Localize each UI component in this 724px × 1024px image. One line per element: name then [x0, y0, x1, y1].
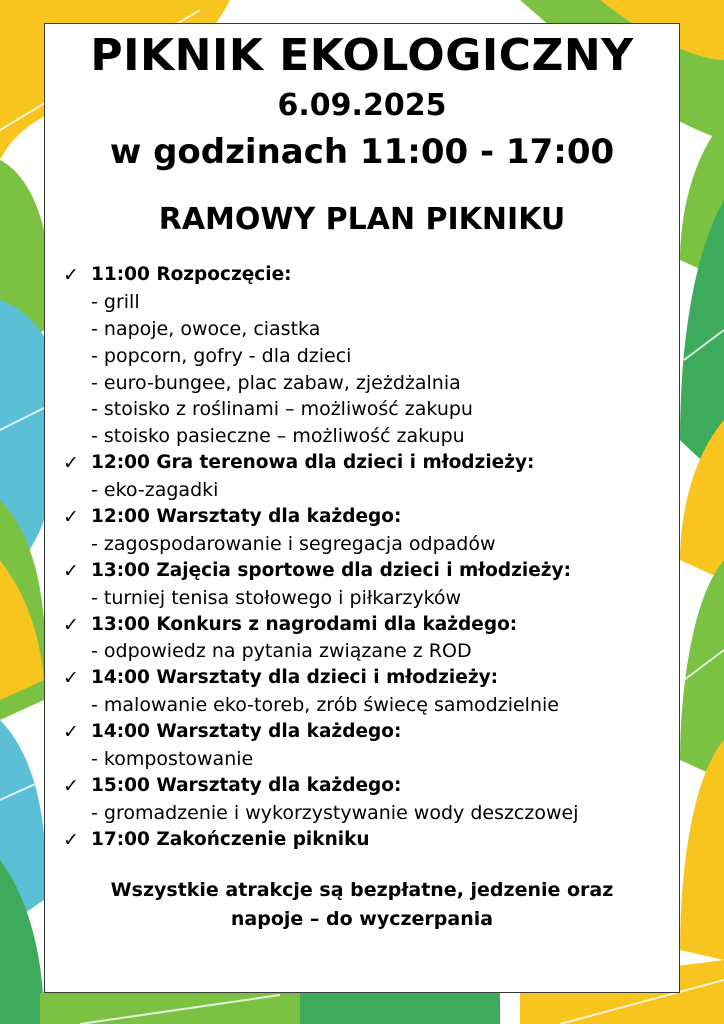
agenda-entry [63, 558, 669, 612]
checkmark-icon: ✓ [63, 506, 79, 529]
agenda-item: - euro-bungee, plac zabaw, zjeżdżalnia [91, 371, 461, 394]
agenda-heading-text: 12:00 Warsztaty dla każdego: [91, 506, 402, 528]
checkmark-icon: ✓ [63, 774, 79, 797]
program-card [44, 23, 680, 993]
agenda-entry [63, 665, 669, 719]
agenda-heading-text: 11:00 Rozpoczęcie: [91, 264, 292, 285]
agenda-entry [63, 262, 669, 450]
agenda-entry [63, 450, 669, 504]
agenda-entry [63, 773, 669, 827]
agenda-heading [63, 504, 669, 531]
agenda-item: - kompostowanie [91, 748, 254, 771]
agenda-item: - eko-zagadki [91, 479, 219, 502]
event-hours: w godzinach 11:00 - 17:00 [109, 132, 615, 172]
checkmark-icon: ✓ [63, 559, 79, 582]
agenda-heading [63, 665, 669, 692]
checkmark-icon: ✓ [63, 721, 79, 744]
checkmark-icon: ✓ [63, 452, 79, 475]
agenda-item: - odpowiedz na pytania związane z ROD [91, 640, 472, 663]
checkmark-icon: ✓ [63, 828, 79, 851]
agenda-entry [63, 719, 669, 773]
footer-note [75, 876, 649, 934]
agenda-item: - turniej tenisa stołowego i piłkarzyków [91, 586, 462, 609]
checkmark-icon: ✓ [63, 613, 79, 636]
agenda-entry [63, 827, 669, 854]
agenda-heading [63, 719, 669, 746]
agenda-heading [63, 773, 669, 800]
checkmark-icon: ✓ [63, 667, 79, 690]
agenda-heading-text: 14:00 Warsztaty dla dzieci i młodzieży: [91, 667, 499, 689]
page-title: PIKNIK EKOLOGICZNY [90, 30, 634, 81]
plan-title: RAMOWY PLAN PIKNIKU [158, 202, 566, 237]
agenda-heading [63, 827, 669, 854]
checkmark-icon: ✓ [63, 264, 79, 286]
agenda-heading-text: 17:00 Zakończenie pikniku [91, 828, 370, 850]
agenda-heading-text: 13:00 Konkurs z nagrodami dla każdego: [91, 613, 518, 635]
agenda-list [63, 262, 669, 854]
agenda-heading-text: 15:00 Warsztaty dla każdego: [91, 774, 402, 796]
agenda-heading [63, 450, 669, 477]
leaf-green-right-lower [680, 560, 724, 780]
footer-line-1: Wszystkie atrakcje są bezpłatne, jedzenie oraz [110, 879, 614, 901]
agenda-heading [63, 558, 669, 585]
agenda-item: - grill [91, 290, 140, 313]
agenda-item: - popcorn, gofry - dla dzieci [91, 344, 352, 367]
agenda-item: - gromadzenie i wykorzystywanie wody deszczowej [91, 801, 579, 824]
agenda-heading-text: 13:00 Zajęcia sportowe dla dzieci i młodzieży: [91, 559, 571, 581]
agenda-entry [63, 504, 669, 558]
event-date: 6.09.2025 [277, 88, 447, 123]
agenda-item: - stoisko pasieczne – możliwość zakupu [91, 425, 465, 448]
leaf-yellow-right-bottom [680, 740, 724, 960]
agenda-item: - malowanie eko-toreb, zrób świecę samodzielnie [91, 694, 559, 717]
agenda-entry [63, 612, 669, 666]
agenda-item: - stoisko z roślinami – możliwość zakupu [91, 398, 473, 421]
footer-line-2: napoje – do wyczerpania [230, 908, 494, 930]
agenda-item: - zagospodarowanie i segregacja odpadów [91, 532, 496, 555]
agenda-heading [63, 612, 669, 639]
agenda-heading-text: 12:00 Gra terenowa dla dzieci i młodzieży: [91, 452, 535, 474]
agenda-heading-text: 14:00 Warsztaty dla każdego: [91, 721, 402, 743]
agenda-heading [63, 262, 669, 289]
agenda-item: - napoje, owoce, ciastka [91, 317, 321, 340]
